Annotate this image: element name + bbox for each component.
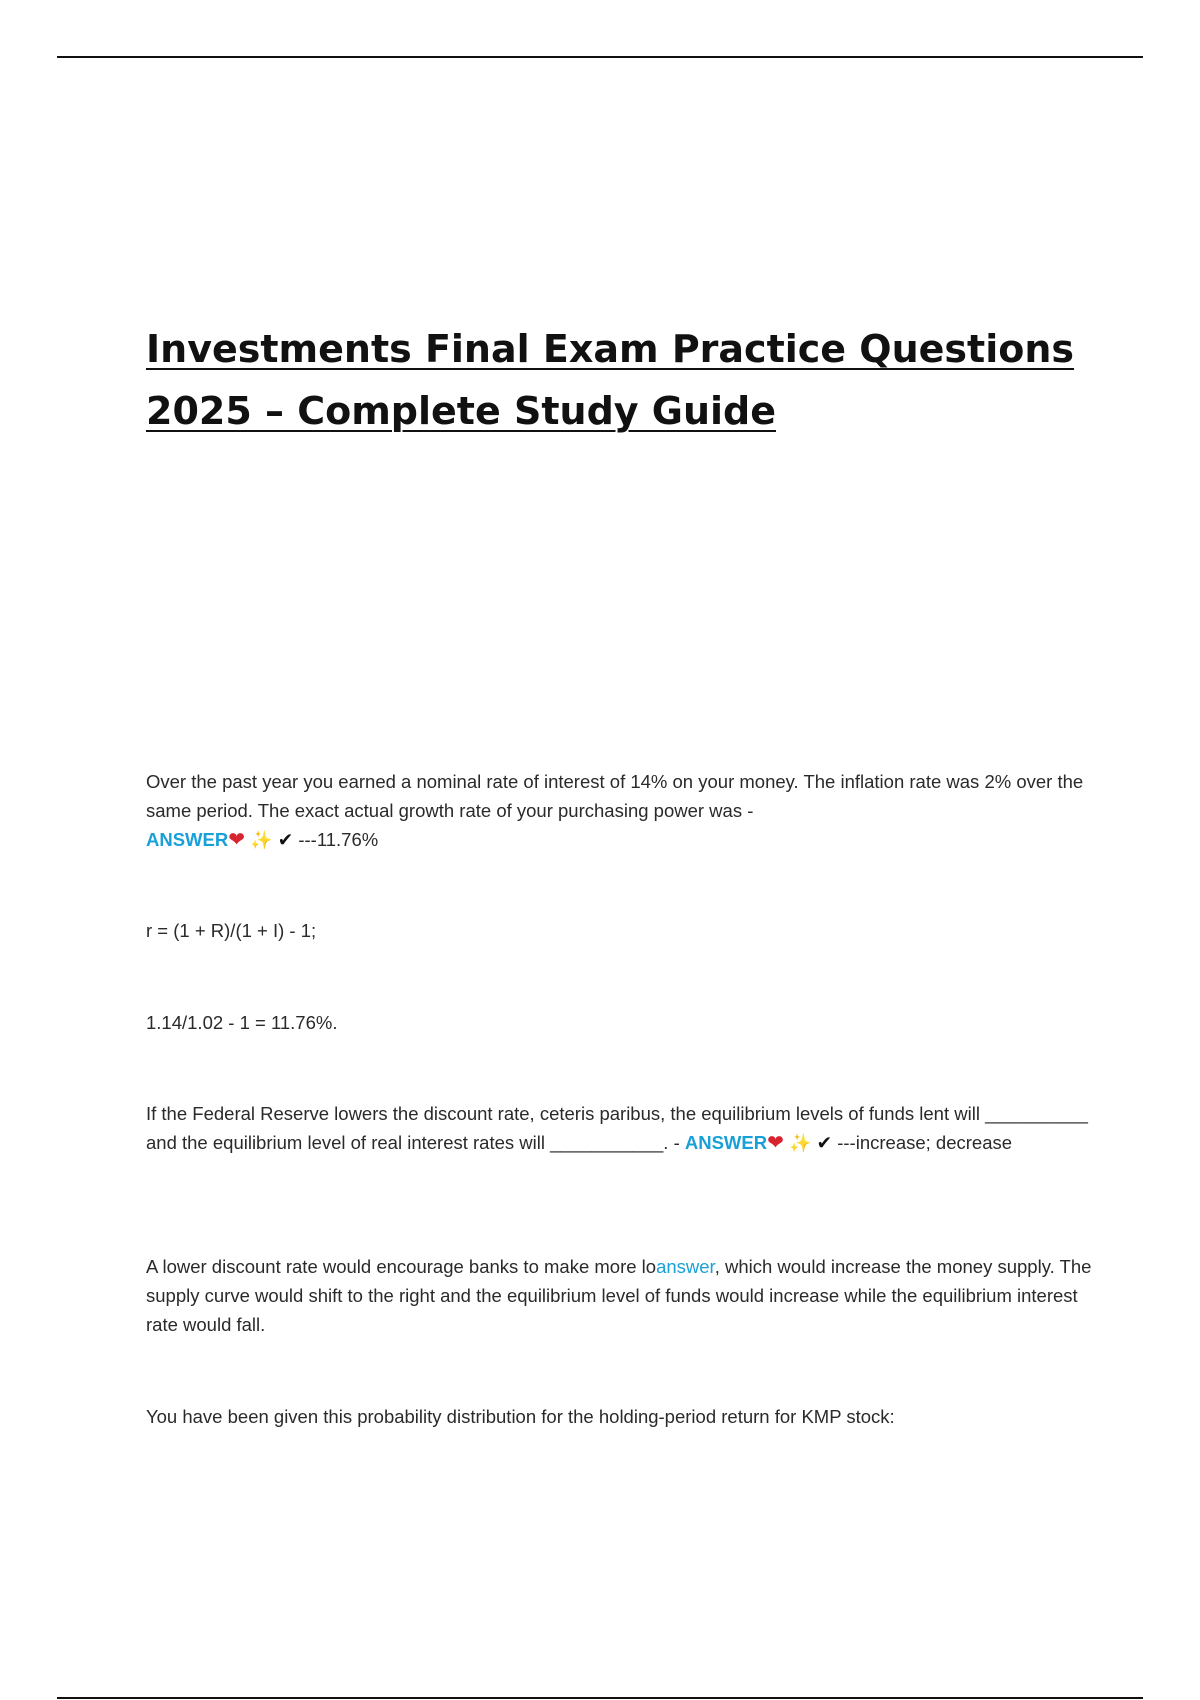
answer-label: ANSWER	[684, 1132, 768, 1153]
explanation-text-after: , which would increase the money supply. The supply curve would shift to the right and the equilibrium level of funds would increase while the equilibrium interest rate would fall.	[146, 1256, 1092, 1335]
document-title	[146, 318, 1106, 442]
title-line-2: 2025 – Complete Study Guide	[146, 389, 777, 433]
check-icon: ✔	[816, 1132, 833, 1153]
question-1-calculation: 1.14/1.02 - 1 = 11.76%.	[146, 1012, 338, 1033]
heart-icon: ❤	[767, 1132, 784, 1154]
explanation-text-before: A lower discount rate would encourage banks to make more lo	[146, 1256, 657, 1277]
question-2-explanation	[146, 1252, 1096, 1339]
header-rule	[57, 56, 1143, 58]
sparkle-icon: ✨	[250, 830, 273, 850]
answer-label: ANSWER	[146, 829, 229, 850]
question-2-text: If the Federal Reserve lowers the discount rate, ceteris paribus, the equilibrium levels of funds lent will __________ and the equilibrium level of real interest rates will ___________. -	[146, 1103, 1088, 1153]
question-1-answer: ---11.76%	[298, 829, 379, 850]
question-2	[146, 1099, 1096, 1158]
sparkle-icon: ✨	[789, 1133, 812, 1153]
answer-link[interactable]: answer	[656, 1256, 715, 1277]
question-2-answer: ---increase; decrease	[837, 1132, 1013, 1153]
question-1-text: Over the past year you earned a nominal rate of interest of 14% on your money. The inflation rate was 2% over the same period. The exact actual growth rate of your purchasing power was -	[146, 771, 1084, 821]
question-1	[146, 767, 1096, 855]
heart-icon: ❤	[228, 829, 245, 851]
question-1-formula: r = (1 + R)/(1 + I) - 1;	[146, 920, 317, 941]
check-icon: ✔	[277, 829, 294, 850]
title-line-1: Investments Final Exam Practice Questions	[146, 327, 1075, 371]
footer-rule	[57, 1697, 1143, 1699]
question-3: You have been given this probability distribution for the holding-period return for KMP stock:	[146, 1406, 895, 1427]
